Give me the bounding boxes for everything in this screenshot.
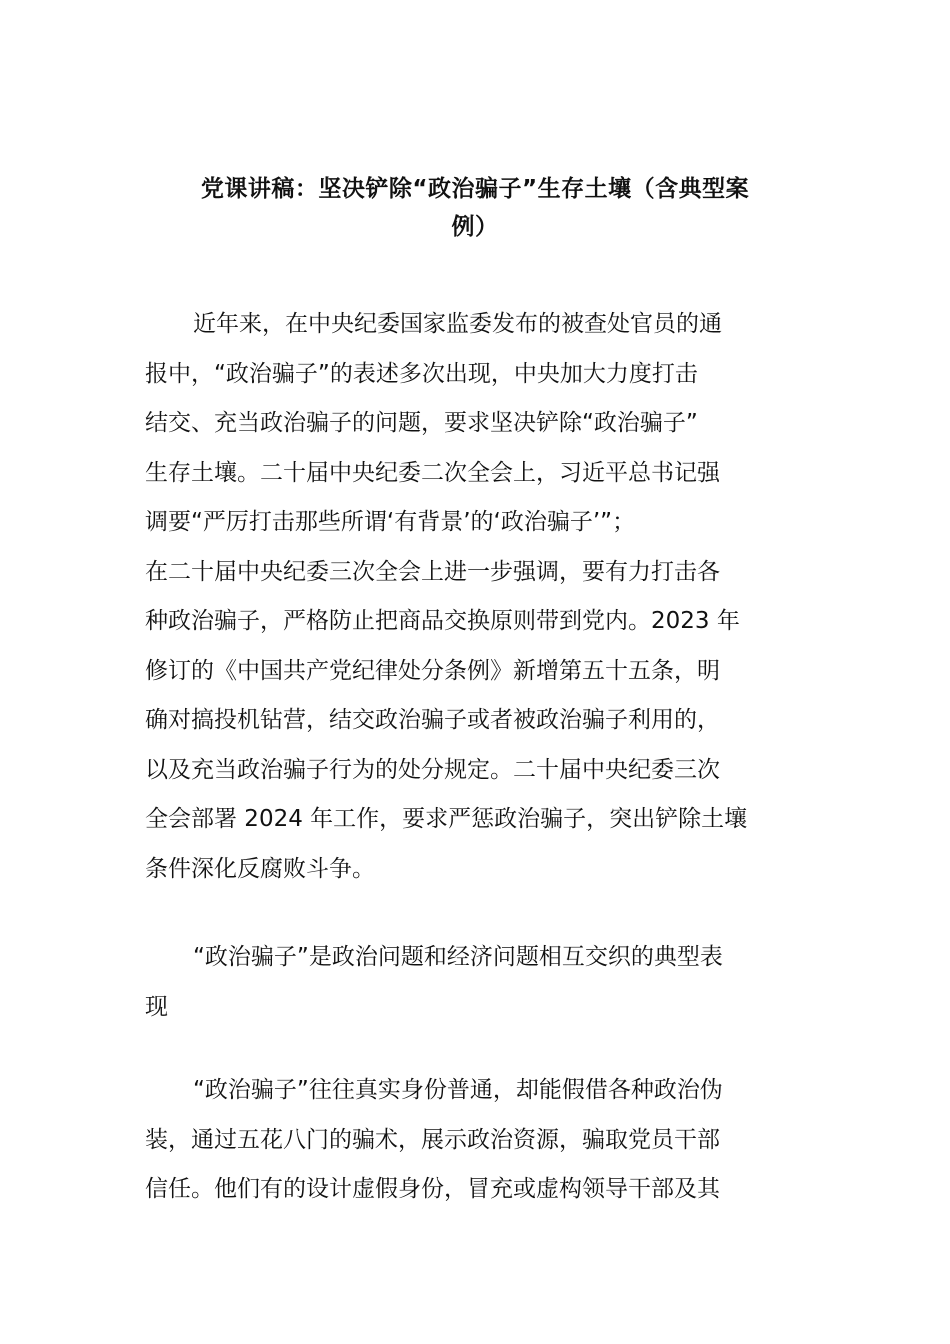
- paragraph-line: 全会部署 2024 年工作，要求严惩政治骗子，突出铲除土壤: [145, 806, 748, 832]
- paragraph-line: “政治骗子”往往真实身份普通，却能假借各种政治伪: [193, 1077, 723, 1103]
- paragraph-line: 现: [145, 993, 168, 1020]
- paragraph-line: 装，通过五花八门的骗术，展示政治资源，骗取党员干部: [145, 1126, 720, 1153]
- paragraph-line: 条件深化反腐败斗争。: [145, 855, 375, 882]
- paragraph-line: 种政治骗子，严格防止把商品交换原则带到党内。2023 年: [145, 608, 740, 634]
- title-line: 党课讲稿：坚决铲除“政治骗子”生存土壤（含典型案: [200, 176, 750, 202]
- paragraph-line: 在二十届中央纪委三次全会上进一步强调，要有力打击各: [145, 558, 720, 585]
- body-paragraph: [145, 300, 815, 894]
- paragraph-line: 修订的《中国共产党纪律处分条例》新增第五十五条，明: [145, 657, 720, 684]
- paragraph-line: 信任。他们有的设计虚假身份，冒充或虚构领导干部及其: [145, 1176, 720, 1202]
- paragraph-line: “政治骗子”是政治问题和经济问题相互交织的典型表: [193, 944, 723, 970]
- paragraph-line: 生存土壤。二十届中央纪委二次全会上，习近平总书记强: [145, 459, 720, 486]
- document-title: [150, 170, 800, 246]
- paragraph-line: 近年来，在中央纪委国家监委发布的被查处官员的通: [193, 311, 722, 337]
- section-heading-paragraph: [145, 933, 815, 1032]
- paragraph-line: 报中，“政治骗子”的表述多次出现，中央加大力度打击: [145, 360, 698, 387]
- paragraph-line: 调要“严厉打击那些所谓‘有背景’的‘政治骗子’”；: [145, 509, 636, 535]
- paragraph-line: 结交、充当政治骗子的问题，要求坚决铲除“政治骗子”: [145, 410, 698, 436]
- paragraph-line: 以及充当政治骗子行为的处分规定。二十届中央纪委三次: [145, 756, 720, 783]
- paragraph-line: 确对搞投机钻营，结交政治骗子或者被政治骗子利用的，: [145, 707, 720, 733]
- title-line: 例）: [451, 214, 499, 240]
- body-paragraph: [145, 1066, 815, 1215]
